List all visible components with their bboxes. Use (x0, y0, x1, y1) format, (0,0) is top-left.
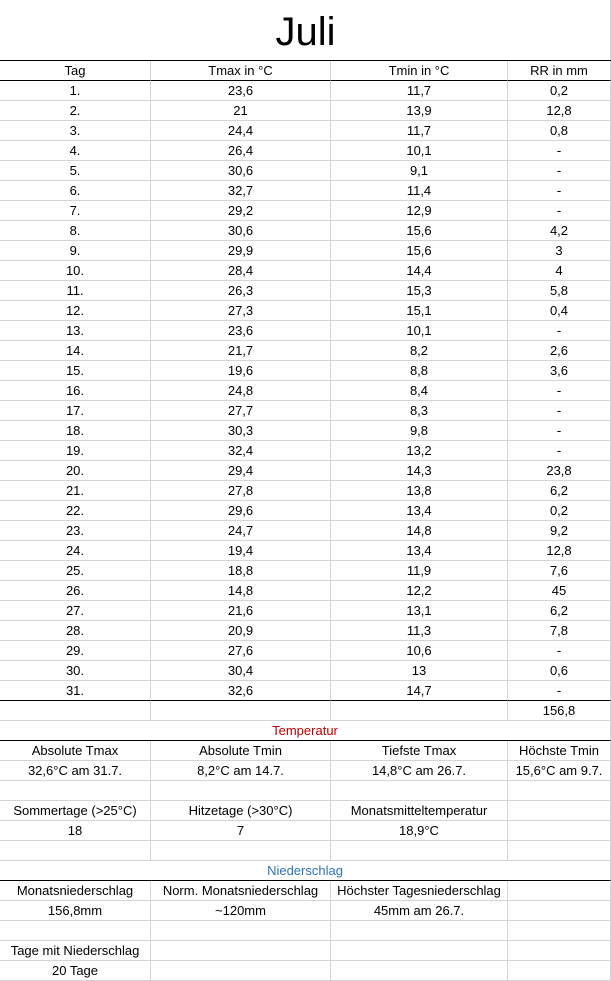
tmax-cell[interactable]: 32,6 (151, 681, 331, 701)
table-row (0, 201, 611, 221)
tmin-cell[interactable]: 13,1 (331, 601, 508, 621)
tmax-cell[interactable]: 24,7 (151, 521, 331, 541)
table-row (0, 341, 611, 361)
day-cell[interactable]: 24. (0, 541, 151, 561)
header-rr[interactable]: RR in mm (508, 61, 611, 81)
empty-cell[interactable] (508, 921, 611, 941)
empty-cell[interactable] (331, 921, 508, 941)
spacer-row (0, 841, 611, 861)
table-row (0, 661, 611, 681)
table-row (0, 141, 611, 161)
tmax-cell[interactable]: 27,3 (151, 301, 331, 321)
table-row (0, 561, 611, 581)
stat-value[interactable]: 156,8mm (0, 901, 151, 921)
tmax-cell[interactable]: 30,6 (151, 161, 331, 181)
day-cell[interactable]: 16. (0, 381, 151, 401)
day-cell[interactable]: 22. (0, 501, 151, 521)
table-row (0, 461, 611, 481)
tmax-cell[interactable]: 24,4 (151, 121, 331, 141)
tmax-cell[interactable]: 29,9 (151, 241, 331, 261)
table-row (0, 521, 611, 541)
day-cell[interactable]: 1. (0, 81, 151, 101)
stat-value[interactable]: 20 Tage (0, 961, 151, 981)
stat-value[interactable]: 15,6°C am 9.7. (508, 761, 611, 781)
temperature-labels-row-1 (0, 741, 611, 761)
day-cell[interactable]: 29. (0, 641, 151, 661)
stat-value[interactable] (508, 821, 611, 841)
stat-label[interactable]: Hitzetage (>30°C) (151, 801, 331, 821)
stat-value[interactable] (331, 961, 508, 981)
rr-cell[interactable]: 3 (508, 241, 611, 261)
stat-label[interactable] (508, 941, 611, 961)
rr-cell[interactable]: 0,2 (508, 81, 611, 101)
tmin-cell[interactable]: 10,1 (331, 321, 508, 341)
table-row (0, 261, 611, 281)
tmin-cell[interactable]: 14,8 (331, 521, 508, 541)
table-row (0, 641, 611, 661)
empty-cell[interactable] (151, 701, 331, 721)
rr-cell[interactable]: - (508, 641, 611, 661)
table-row (0, 181, 611, 201)
stat-value[interactable]: 32,6°C am 31.7. (0, 761, 151, 781)
tmin-cell[interactable]: 11,7 (331, 81, 508, 101)
day-cell[interactable]: 21. (0, 481, 151, 501)
rr-cell[interactable]: - (508, 201, 611, 221)
tmax-cell[interactable]: 27,7 (151, 401, 331, 421)
tmin-cell[interactable]: 13 (331, 661, 508, 681)
tmax-cell[interactable]: 29,4 (151, 461, 331, 481)
tmax-cell[interactable]: 21,7 (151, 341, 331, 361)
tmin-cell[interactable]: 11,7 (331, 121, 508, 141)
tmax-cell[interactable]: 21 (151, 101, 331, 121)
table-row (0, 621, 611, 641)
stat-value[interactable] (151, 961, 331, 981)
tmax-cell[interactable]: 27,8 (151, 481, 331, 501)
stat-value[interactable]: 7 (151, 821, 331, 841)
tmin-cell[interactable]: 15,6 (331, 221, 508, 241)
day-cell[interactable]: 20. (0, 461, 151, 481)
tmin-cell[interactable]: 10,6 (331, 641, 508, 661)
empty-cell[interactable] (508, 841, 611, 861)
tmax-cell[interactable]: 24,8 (151, 381, 331, 401)
day-cell[interactable]: 31. (0, 681, 151, 701)
tmax-cell[interactable]: 30,6 (151, 221, 331, 241)
stat-value[interactable]: 14,8°C am 26.7. (331, 761, 508, 781)
tmax-cell[interactable]: 32,7 (151, 181, 331, 201)
page-title: Juli (275, 10, 336, 54)
day-cell[interactable]: 17. (0, 401, 151, 421)
tmax-cell[interactable]: 30,3 (151, 421, 331, 441)
rr-cell[interactable]: 0,4 (508, 301, 611, 321)
table-row (0, 81, 611, 101)
empty-cell[interactable] (331, 701, 508, 721)
tmin-cell[interactable]: 13,9 (331, 101, 508, 121)
day-cell[interactable]: 23. (0, 521, 151, 541)
tmin-cell[interactable]: 8,3 (331, 401, 508, 421)
tmin-cell[interactable]: 14,3 (331, 461, 508, 481)
empty-cell[interactable] (331, 781, 508, 801)
tmin-cell[interactable]: 12,9 (331, 201, 508, 221)
stat-label[interactable] (331, 941, 508, 961)
day-cell[interactable]: 4. (0, 141, 151, 161)
stat-value[interactable]: 8,2°C am 14.7. (151, 761, 331, 781)
rr-cell[interactable]: 0,6 (508, 661, 611, 681)
tmin-cell[interactable]: 12,2 (331, 581, 508, 601)
tmin-cell[interactable]: 8,2 (331, 341, 508, 361)
rr-cell[interactable]: 6,2 (508, 601, 611, 621)
table-row (0, 121, 611, 141)
day-cell[interactable]: 6. (0, 181, 151, 201)
stat-label[interactable]: Absolute Tmax (0, 741, 151, 761)
table-row (0, 581, 611, 601)
tmin-cell[interactable]: 13,8 (331, 481, 508, 501)
rr-cell[interactable]: 4 (508, 261, 611, 281)
tmin-cell[interactable]: 15,1 (331, 301, 508, 321)
tmax-cell[interactable]: 20,9 (151, 621, 331, 641)
rr-total-cell[interactable]: 156,8 (508, 701, 611, 721)
rr-cell[interactable]: - (508, 321, 611, 341)
stat-value[interactable] (508, 961, 611, 981)
rr-cell[interactable]: 5,8 (508, 281, 611, 301)
precipitation-labels-row-1 (0, 881, 611, 901)
rr-cell[interactable]: 4,2 (508, 221, 611, 241)
tmax-cell[interactable]: 23,6 (151, 321, 331, 341)
total-row (0, 701, 611, 721)
stat-label[interactable]: Norm. Monatsniederschlag (151, 881, 331, 901)
rr-cell[interactable]: - (508, 181, 611, 201)
tmax-cell[interactable]: 32,4 (151, 441, 331, 461)
temperature-section-label[interactable]: Temperatur (0, 721, 611, 741)
tmin-cell[interactable]: 11,3 (331, 621, 508, 641)
tmax-cell[interactable]: 28,4 (151, 261, 331, 281)
precipitation-section-label[interactable]: Niederschlag (0, 861, 611, 881)
header-tmin[interactable]: Tmin in °C (331, 61, 508, 81)
stat-value[interactable]: ~120mm (151, 901, 331, 921)
stat-label[interactable]: Monatsmitteltemperatur (331, 801, 508, 821)
tmax-cell[interactable]: 29,2 (151, 201, 331, 221)
day-cell[interactable]: 11. (0, 281, 151, 301)
precipitation-values-row-2 (0, 961, 611, 981)
table-row (0, 381, 611, 401)
empty-cell[interactable] (151, 781, 331, 801)
empty-cell[interactable] (151, 921, 331, 941)
rr-cell[interactable]: 2,6 (508, 341, 611, 361)
empty-cell[interactable] (151, 841, 331, 861)
stat-value[interactable] (508, 901, 611, 921)
day-cell[interactable]: 13. (0, 321, 151, 341)
table-row (0, 321, 611, 341)
rr-cell[interactable]: 0,8 (508, 121, 611, 141)
day-cell[interactable]: 28. (0, 621, 151, 641)
temperature-values-row-2 (0, 821, 611, 841)
stat-label[interactable] (508, 881, 611, 901)
rr-cell[interactable]: 7,8 (508, 621, 611, 641)
rr-cell[interactable]: - (508, 681, 611, 701)
tmin-cell[interactable]: 14,4 (331, 261, 508, 281)
tmin-cell[interactable]: 15,6 (331, 241, 508, 261)
day-cell[interactable]: 14. (0, 341, 151, 361)
rr-cell[interactable]: 9,2 (508, 521, 611, 541)
tmin-cell[interactable]: 11,4 (331, 181, 508, 201)
table-row (0, 541, 611, 561)
stat-label[interactable]: Höchster Tagesniederschlag (331, 881, 508, 901)
stat-label[interactable]: Sommertage (>25°C) (0, 801, 151, 821)
day-cell[interactable]: 26. (0, 581, 151, 601)
day-cell[interactable]: 30. (0, 661, 151, 681)
rr-cell[interactable]: 3,6 (508, 361, 611, 381)
rr-cell[interactable]: 0,2 (508, 501, 611, 521)
table-row (0, 681, 611, 701)
tmax-cell[interactable]: 21,6 (151, 601, 331, 621)
tmax-cell[interactable]: 23,6 (151, 81, 331, 101)
tmin-cell[interactable]: 9,8 (331, 421, 508, 441)
title-row (0, 0, 611, 61)
tmax-cell[interactable]: 26,4 (151, 141, 331, 161)
empty-cell[interactable] (0, 841, 151, 861)
tmin-cell[interactable]: 8,4 (331, 381, 508, 401)
spacer-row (0, 921, 611, 941)
rr-cell[interactable]: 45 (508, 581, 611, 601)
temperature-values-row-1 (0, 761, 611, 781)
rr-cell[interactable]: - (508, 161, 611, 181)
rr-cell[interactable]: 6,2 (508, 481, 611, 501)
precipitation-values-row-1 (0, 901, 611, 921)
tmax-cell[interactable]: 27,6 (151, 641, 331, 661)
rr-cell[interactable]: - (508, 401, 611, 421)
day-cell[interactable]: 10. (0, 261, 151, 281)
empty-cell[interactable] (0, 701, 151, 721)
day-cell[interactable]: 27. (0, 601, 151, 621)
tmin-cell[interactable]: 15,3 (331, 281, 508, 301)
tmin-cell[interactable]: 8,8 (331, 361, 508, 381)
tmax-cell[interactable]: 19,6 (151, 361, 331, 381)
empty-cell[interactable] (0, 781, 151, 801)
tmax-cell[interactable]: 26,3 (151, 281, 331, 301)
table-row (0, 501, 611, 521)
temperature-labels-row-2 (0, 801, 611, 821)
tmin-cell[interactable]: 11,9 (331, 561, 508, 581)
tmax-cell[interactable]: 19,4 (151, 541, 331, 561)
table-row (0, 101, 611, 121)
rr-cell[interactable]: 12,8 (508, 101, 611, 121)
tmin-cell[interactable]: 14,7 (331, 681, 508, 701)
rr-cell[interactable]: 23,8 (508, 461, 611, 481)
tmax-cell[interactable]: 18,8 (151, 561, 331, 581)
empty-cell[interactable] (0, 921, 151, 941)
table-row (0, 481, 611, 501)
empty-cell[interactable] (331, 841, 508, 861)
day-cell[interactable]: 19. (0, 441, 151, 461)
table-header (0, 61, 611, 81)
stat-label[interactable]: Tiefste Tmax (331, 741, 508, 761)
tmin-cell[interactable]: 13,4 (331, 501, 508, 521)
rr-cell[interactable]: - (508, 441, 611, 461)
table-row (0, 441, 611, 461)
stat-value[interactable]: 18,9°C (331, 821, 508, 841)
table-row (0, 161, 611, 181)
stat-label[interactable]: Absolute Tmin (151, 741, 331, 761)
stat-label[interactable] (151, 941, 331, 961)
tmax-cell[interactable]: 30,4 (151, 661, 331, 681)
stat-label[interactable]: Monatsniederschlag (0, 881, 151, 901)
table-row (0, 241, 611, 261)
day-cell[interactable]: 15. (0, 361, 151, 381)
header-tag[interactable]: Tag (0, 61, 151, 81)
precipitation-labels-row-2 (0, 941, 611, 961)
stat-label[interactable]: Höchste Tmin (508, 741, 611, 761)
day-cell[interactable]: 7. (0, 201, 151, 221)
table-row (0, 401, 611, 421)
day-cell[interactable]: 2. (0, 101, 151, 121)
table-row (0, 221, 611, 241)
rr-cell[interactable]: - (508, 381, 611, 401)
tmin-cell[interactable]: 13,2 (331, 441, 508, 461)
precipitation-section-row (0, 861, 611, 881)
stat-label[interactable] (508, 801, 611, 821)
stat-value[interactable]: 45mm am 26.7. (331, 901, 508, 921)
tmin-cell[interactable]: 10,1 (331, 141, 508, 161)
table-row (0, 281, 611, 301)
tmax-cell[interactable]: 14,8 (151, 581, 331, 601)
tmin-cell[interactable]: 9,1 (331, 161, 508, 181)
header-tmax[interactable]: Tmax in °C (151, 61, 331, 81)
tmin-cell[interactable]: 13,4 (331, 541, 508, 561)
rr-cell[interactable]: - (508, 421, 611, 441)
day-cell[interactable]: 3. (0, 121, 151, 141)
day-cell[interactable]: 9. (0, 241, 151, 261)
table-row (0, 301, 611, 321)
stat-label[interactable]: Tage mit Niederschlag (0, 941, 151, 961)
table-row (0, 361, 611, 381)
day-cell[interactable]: 8. (0, 221, 151, 241)
day-cell[interactable]: 25. (0, 561, 151, 581)
day-cell[interactable]: 18. (0, 421, 151, 441)
day-cell[interactable]: 12. (0, 301, 151, 321)
rr-cell[interactable]: 12,8 (508, 541, 611, 561)
day-rows (0, 81, 611, 701)
table-row (0, 601, 611, 621)
day-cell[interactable]: 5. (0, 161, 151, 181)
empty-cell[interactable] (508, 781, 611, 801)
spacer-row (0, 781, 611, 801)
table-row (0, 421, 611, 441)
tmax-cell[interactable]: 29,6 (151, 501, 331, 521)
rr-cell[interactable]: 7,6 (508, 561, 611, 581)
temperature-section-row (0, 721, 611, 741)
rr-cell[interactable]: - (508, 141, 611, 161)
stat-value[interactable]: 18 (0, 821, 151, 841)
